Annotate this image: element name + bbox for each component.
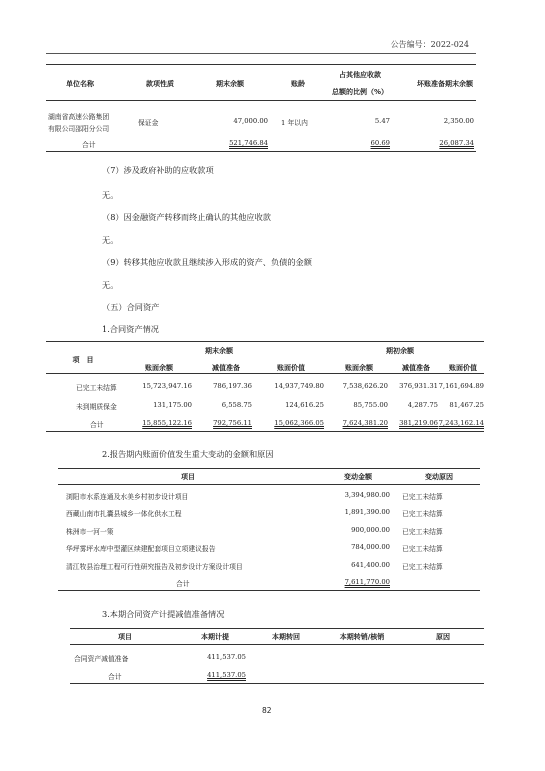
sub-header-value-begin: 账面价值 <box>449 364 477 372</box>
col-header-pct-line1: 占其他应收款 <box>339 71 381 79</box>
group-end-header: 期末余额 <box>205 347 233 355</box>
amount-cell: 1,891,390.00 <box>344 508 390 516</box>
section-contract-assets: （五）合同资产 <box>102 302 160 312</box>
cell: 786,197.36 <box>213 382 252 390</box>
cell: 6,558.75 <box>221 401 252 409</box>
cell: 792,756.11 <box>213 419 252 427</box>
cell: 7,624,381.20 <box>342 419 388 427</box>
cell: 7,243,162.14 <box>438 419 484 427</box>
cell: 381,219.06 <box>399 419 438 427</box>
header-rule <box>46 53 476 54</box>
cell: 81,467.25 <box>449 401 484 409</box>
col-header-reason: 变动原因 <box>425 473 453 481</box>
cell: 15,723,947.16 <box>142 382 192 390</box>
sub-header-book-end: 账面余额 <box>145 364 173 372</box>
section-contract-assets-3: 3.本期合同资产计提减值准备情况 <box>102 609 225 619</box>
cell: 124,616.25 <box>285 401 324 409</box>
col-header-balance: 期末余额 <box>216 80 244 88</box>
col-header-writeoff: 本期转销/核销 <box>339 633 385 641</box>
item-header: 项 目 <box>72 356 94 364</box>
unit-name-line1: 湖南省高速公路集团 <box>48 113 110 121</box>
sub-header-impair-end: 减值准备 <box>212 364 240 372</box>
section-7-value: 无。 <box>102 190 119 200</box>
item-cell: 浏阳市水系连通及水美乡村初步设计项目 <box>66 493 189 501</box>
announcement-code: 公告编号：2022-024 <box>390 40 469 49</box>
row-label: 合计 <box>90 421 104 429</box>
provision-value: 2,350.00 <box>443 117 474 125</box>
sub-header-impair-begin: 减值准备 <box>402 364 430 372</box>
sub-header-book-begin: 账面余额 <box>345 364 373 372</box>
total-provision: 26,087.34 <box>439 139 474 147</box>
cell: 131,175.00 <box>153 401 192 409</box>
page-number: 82 <box>262 706 272 715</box>
sub-header-value-end: 账面价值 <box>277 364 305 372</box>
amount-cell: 641,400.00 <box>351 561 390 569</box>
section-8-value: 无。 <box>102 235 119 245</box>
col-header-pct-line2: 总额的比例（%） <box>331 88 388 96</box>
cell: 14,937,749.80 <box>274 382 324 390</box>
cell: 15,855,122.16 <box>142 419 192 427</box>
unit-name-line2: 有限公司邵阳分公司 <box>48 125 110 133</box>
col-header-age: 账龄 <box>291 80 305 88</box>
reason-cell: 已完工未结算 <box>402 510 443 518</box>
cell: 15,062,366.05 <box>274 419 324 427</box>
reason-cell: 已完工未结算 <box>402 545 443 553</box>
section-7-title: （7）涉及政府补助的应收款项 <box>102 165 214 175</box>
section-9-title: （9）转移其他应收款且继续涉入形成的资产、负债的金额 <box>102 257 312 267</box>
col-header-nature: 款项性质 <box>146 80 174 88</box>
total-pct: 60.69 <box>370 139 390 147</box>
item-cell: 西藏山南市扎囊县城乡一体化供水工程 <box>66 510 182 518</box>
col-header-amount: 变动金额 <box>344 473 372 481</box>
reason-cell: 已完工未结算 <box>402 493 443 501</box>
col-header-provision: 坏账准备期末余额 <box>417 80 473 88</box>
cell: 85,755.00 <box>353 401 388 409</box>
row-label: 已完工未结算 <box>76 384 117 392</box>
item-cell: 华坪雾坪水库中型灌区续建配套项目立项建议报告 <box>66 545 216 553</box>
col-header-reversal: 本期转回 <box>272 633 300 641</box>
item-cell: 清江牧县治理工程可行性研究报告及初步设计方案设计项目 <box>66 563 243 571</box>
col-header-reason: 原因 <box>436 633 450 641</box>
item-cell: 株洲市一河一策 <box>66 528 114 536</box>
total-amount: 7,611,770.00 <box>344 578 390 586</box>
section-contract-assets-1: 1.合同资产情况 <box>102 324 159 334</box>
nature-value: 保证金 <box>138 119 159 127</box>
col-header-accrual: 本期计提 <box>201 633 229 641</box>
reason-cell: 已完工未结算 <box>402 563 443 571</box>
cell: 4,287.75 <box>407 401 438 409</box>
total-label: 合计 <box>108 673 122 681</box>
balance-value: 47,000.00 <box>233 117 268 125</box>
cell: 7,161,694.89 <box>438 382 484 390</box>
cell: 7,538,626.20 <box>342 382 388 390</box>
col-header-item: 项目 <box>118 633 132 641</box>
col-header-unit: 单位名称 <box>66 80 94 88</box>
total-balance: 521,746.84 <box>229 139 268 147</box>
col-header-item: 项目 <box>181 473 195 481</box>
item-cell: 合同资产减值准备 <box>74 655 129 663</box>
cell: 376,931.31 <box>399 382 438 390</box>
total-label: 合计 <box>176 580 190 588</box>
group-begin-header: 期初余额 <box>386 347 414 355</box>
amount-cell: 3,394,980.00 <box>344 491 390 499</box>
amount-cell: 900,000.00 <box>351 526 390 534</box>
total-accrual: 411,537.05 <box>207 671 246 679</box>
reason-cell: 已完工未结算 <box>402 528 443 536</box>
section-8-title: （8）因金融资产转移而终止确认的其他应收款 <box>102 212 271 222</box>
accrual-cell: 411,537.05 <box>207 653 246 661</box>
pct-value: 5.47 <box>374 117 390 125</box>
amount-cell: 784,000.00 <box>351 543 390 551</box>
section-9-value: 无。 <box>102 280 119 290</box>
section-contract-assets-2: 2.报告期内账面价值发生重大变动的金额和原因 <box>102 449 274 459</box>
age-value: 1 年以内 <box>281 119 308 127</box>
row-label: 未到期质保金 <box>76 403 117 411</box>
total-label: 合计 <box>82 141 96 149</box>
